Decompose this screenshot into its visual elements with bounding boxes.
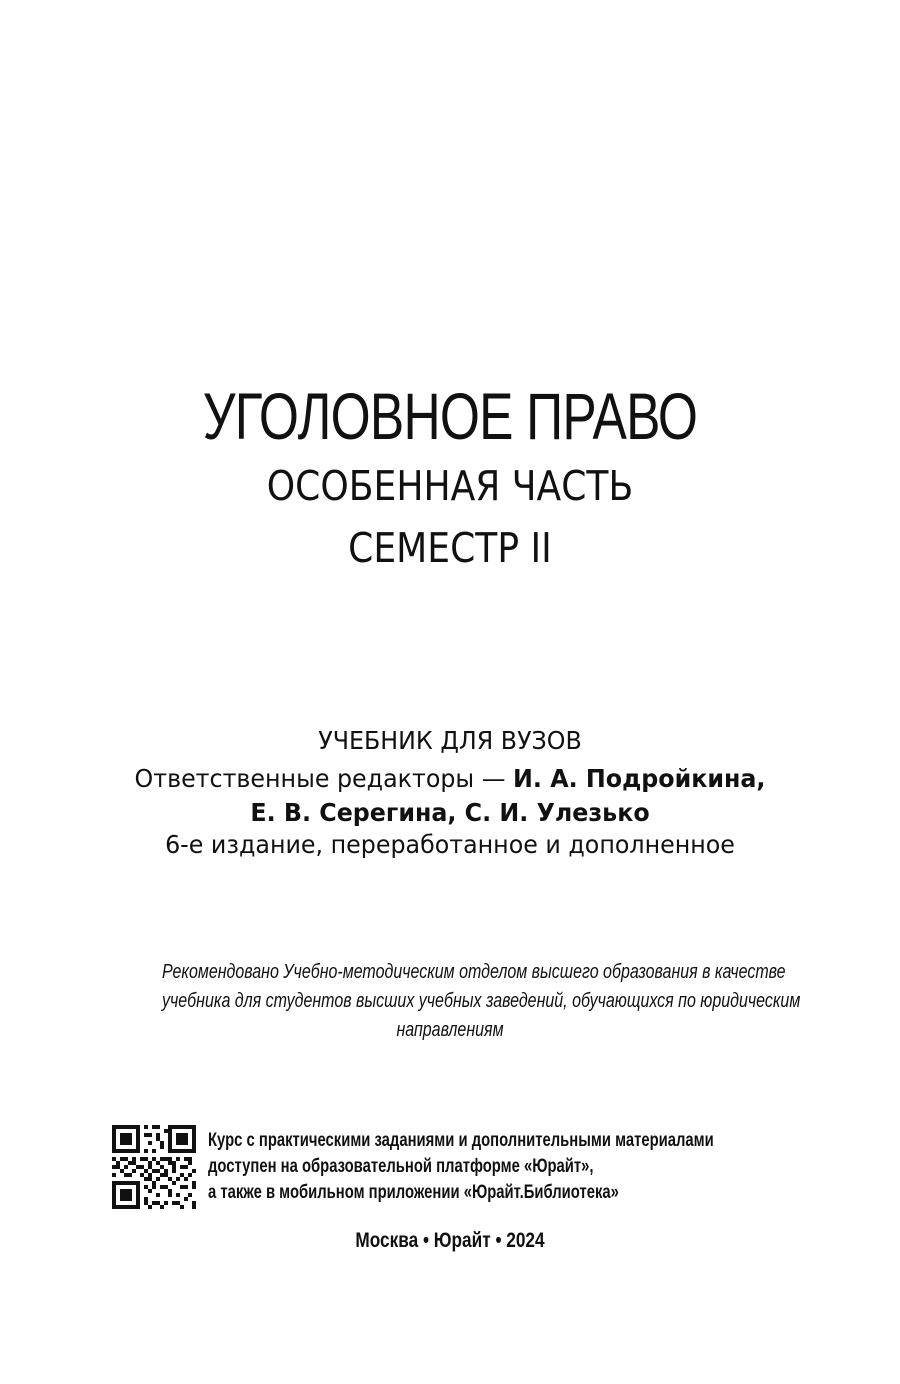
recommendation-line-1: Рекомендовано Учебно-методическим отделом высшего образования в качестве: [162, 961, 786, 983]
edition-note: 6-е издание, переработанное и дополненное: [165, 830, 735, 859]
course-line-1: Курс с практическими заданиями и дополнительными материалами: [208, 1130, 714, 1151]
publisher-imprint: Москва • Юрайт • 2024: [355, 1229, 545, 1252]
recommendation-line-3: направлениям: [396, 1019, 504, 1041]
course-description: [208, 1128, 856, 1206]
qr-code-icon: [112, 1125, 196, 1209]
course-line-2: доступен на образовательной платформе «Юрайт»,: [208, 1156, 594, 1177]
course-line-3: а также в мобильном приложении «Юрайт.Библиотека»: [208, 1182, 619, 1203]
editors-prefix: Ответственные редакторы —: [134, 764, 514, 793]
recommendation-line-2: учебника для студентов высших учебных заведений, обучающихся по юридическим: [162, 990, 801, 1012]
book-semester: СЕМЕСТР II: [348, 524, 552, 572]
recommendation-text: [90, 958, 810, 1045]
book-type: УЧЕБНИК ДЛЯ ВУЗОВ: [318, 726, 582, 755]
book-subtitle: ОСОБЕННАЯ ЧАСТЬ: [266, 462, 634, 510]
editors-names-2: Е. В. Серегина, С. И. Улезько: [250, 798, 650, 827]
book-title: УГОЛОВНОЕ ПРАВО: [202, 379, 698, 453]
editors-line-1: [23, 764, 878, 794]
editors-names-1: И. А. Подройкина,: [513, 764, 766, 793]
